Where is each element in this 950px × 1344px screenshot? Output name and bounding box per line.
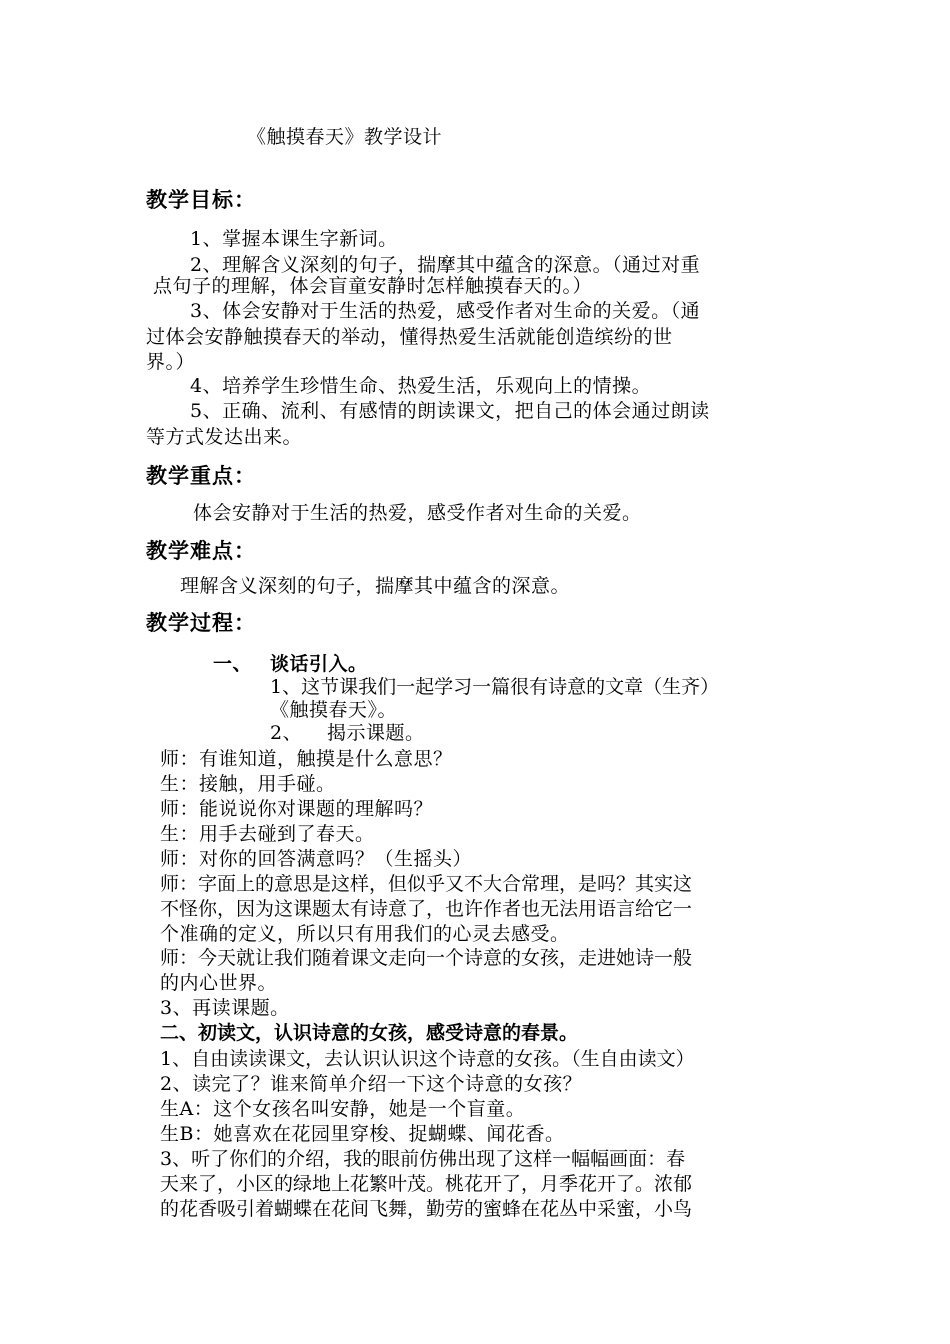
objective-line: 过体会安静触摸春天的举动，懂得热爱生活就能创造缤纷的世 xyxy=(146,326,673,348)
dialogue-line: 生：接触，用手碰。 xyxy=(160,773,336,795)
dialogue-line: 师：对你的回答满意吗？（生摇头） xyxy=(160,848,473,870)
objective-line: 1、掌握本课生字新词。 xyxy=(190,228,398,250)
part1-number: 一、 xyxy=(213,653,253,675)
part1-line: 揭示课题。 xyxy=(327,722,425,744)
objective-line: 4、培养学生珍惜生命、热爱生活，乐观向上的情操。 xyxy=(190,375,652,397)
dialogue-line: 师：能说说你对课题的理解吗？ xyxy=(160,798,434,820)
key-point-text: 体会安静对于生活的热爱，感受作者对生命的关爱。 xyxy=(193,502,642,524)
part2-line: 天来了，小区的绿地上花繁叶茂。桃花开了，月季花开了。浓郁 xyxy=(160,1173,693,1195)
dialogue-line: 师：有谁知道，触摸是什么意思？ xyxy=(160,748,453,770)
objective-line: 等方式发达出来。 xyxy=(146,426,303,448)
dialogue-line: 个准确的定义，所以只有用我们的心灵去感受。 xyxy=(160,923,570,945)
dialogue-line: 师：今天就让我们随着课文走向一个诗意的女孩，走进她诗一般 xyxy=(160,947,693,969)
dialogue-line: 师：字面上的意思是这样，但似乎又不大合常理，是吗？其实这 xyxy=(160,873,693,895)
document-title: 《触摸春天》教学设计 xyxy=(247,126,443,148)
part2-line: 2、读完了？谁来简单介绍一下这个诗意的女孩？ xyxy=(160,1073,583,1095)
objective-line: 5、正确、流利、有感情的朗读课文，把自己的体会通过朗读 xyxy=(190,400,710,422)
objective-line: 3、体会安静对于生活的热爱，感受作者对生命的关爱。（通 xyxy=(190,300,701,322)
dialogue-line: 的内心世界。 xyxy=(160,972,278,994)
difficulty-text: 理解含义深刻的句子，揣摩其中蕴含的深意。 xyxy=(180,575,571,597)
key-point-heading: 教学重点： xyxy=(146,464,256,488)
dialogue-line: 3、再读课题。 xyxy=(160,997,290,1019)
dialogue-line: 生：用手去碰到了春天。 xyxy=(160,823,375,845)
part1-title: 谈话引入。 xyxy=(270,653,368,675)
objective-line: 点句子的理解，体会盲童安静时怎样触摸春天的。） xyxy=(153,275,593,297)
objective-line: 2、理解含义深刻的句子，揣摩其中蕴含的深意。（通过对重 xyxy=(190,254,701,276)
part1-line: 1、这节课我们一起学习一篇很有诗意的文章（生齐） xyxy=(270,676,720,698)
part2-line: 的花香吸引着蝴蝶在花间飞舞，勤劳的蜜蜂在花丛中采蜜，小鸟 xyxy=(160,1198,693,1220)
process-heading: 教学过程： xyxy=(146,611,256,635)
part2-line: 1、自由读读课文，去认识认识这个诗意的女孩。（生自由读文） xyxy=(160,1048,695,1070)
part1-line: 《触摸春天》。 xyxy=(270,699,398,721)
part2-line: 生A：这个女孩名叫安静，她是一个盲童。 xyxy=(160,1098,526,1120)
part2-line: 3、听了你们的介绍，我的眼前仿佛出现了这样一幅幅画面：春 xyxy=(160,1148,686,1170)
dialogue-line: 不怪你，因为这课题太有诗意了，也许作者也无法用语言给它一 xyxy=(160,898,693,920)
difficulty-heading: 教学难点： xyxy=(146,539,256,563)
part2-title: 二、初读文，认识诗意的女孩，感受诗意的春景。 xyxy=(160,1022,579,1044)
part2-line: 生B：她喜欢在花园里穿梭、捉蝴蝶、闻花香。 xyxy=(160,1123,565,1145)
objective-line: 界。） xyxy=(146,351,196,373)
objectives-heading: 教学目标： xyxy=(146,188,256,212)
part1-line: 2、 xyxy=(270,722,303,744)
